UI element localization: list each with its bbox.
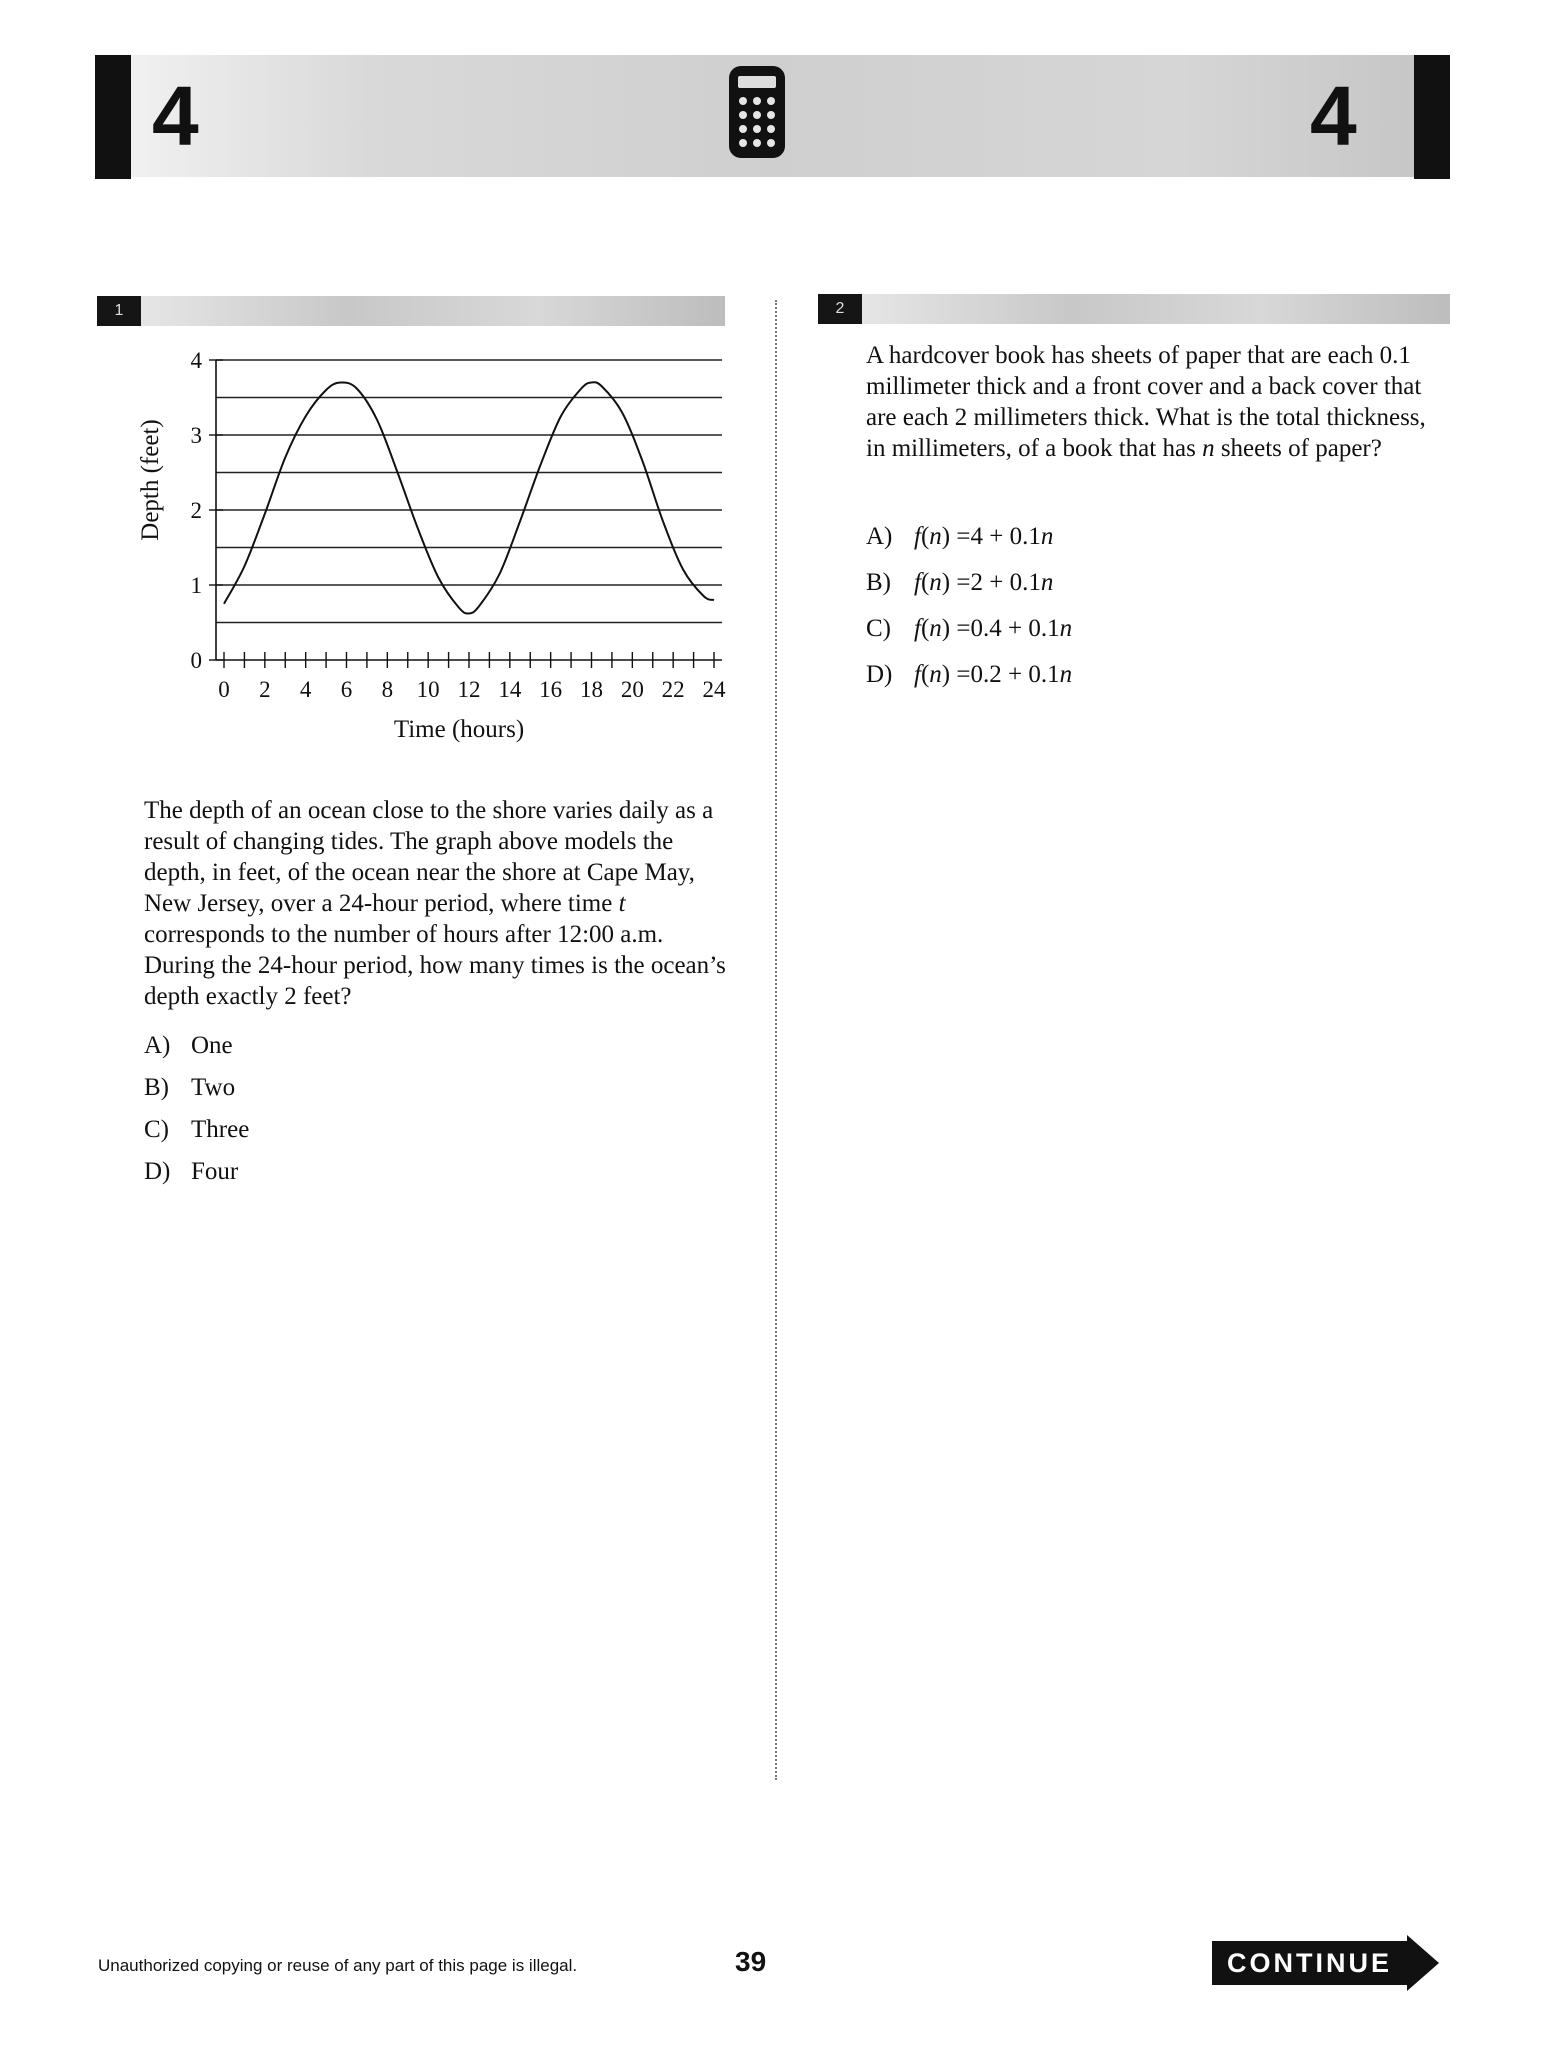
- choice-item[interactable]: [144, 1151, 249, 1193]
- q2-text-var: n: [1202, 435, 1215, 462]
- chart-x-tick-label: 16: [539, 677, 563, 702]
- continue-label: CONTINUE: [1212, 1941, 1407, 1985]
- chart-y-tick-label: 4: [190, 348, 202, 373]
- section-number-left: 4: [152, 69, 199, 163]
- chart-x-tick-label: 8: [381, 677, 394, 702]
- chart-x-tick-label: 18: [580, 677, 603, 702]
- choice-item[interactable]: [866, 606, 1072, 652]
- question-1-choices: [144, 1025, 249, 1193]
- choice-text: Two: [191, 1074, 236, 1101]
- choice-var: n: [1040, 569, 1054, 596]
- q1-text-a: The depth of an ocean close to the shore varies daily as a result of changing tides. The graph above models the depth, in feet, of the ocean near the shore at Cape May, New Jersey, over a 24-hour period, where time: [144, 797, 714, 917]
- question-1-header: [97, 296, 725, 326]
- section-marker-left: [95, 55, 131, 179]
- choice-letter: B): [144, 1074, 169, 1101]
- question-1-number: 1: [97, 296, 141, 326]
- copyright-notice: Unauthorized copying or reuse of any part of this page is illegal.: [98, 1956, 578, 1975]
- question-2-header: [818, 294, 1450, 324]
- function-name: f: [914, 661, 921, 688]
- chart-x-tick-label: 2: [259, 677, 271, 702]
- choice-letter: D): [866, 661, 893, 688]
- section-number-right: 4: [1310, 69, 1357, 163]
- choice-item[interactable]: [866, 560, 1072, 606]
- chart-x-tick-label: 24: [702, 677, 726, 702]
- tide-depth-chart: [130, 340, 730, 750]
- choice-item[interactable]: [144, 1109, 249, 1151]
- calculator-icon: [729, 66, 785, 158]
- choice-letter: D): [144, 1158, 171, 1185]
- choice-var: n: [1040, 523, 1054, 550]
- chart-x-tick-label: 12: [457, 677, 481, 702]
- choice-function: f(n) =: [914, 661, 971, 688]
- question-2-text: [866, 340, 1426, 464]
- q1-text-var: t: [618, 890, 626, 917]
- choice-item[interactable]: [144, 1025, 249, 1067]
- chart-y-tick-label: 0: [190, 648, 202, 673]
- chart-y-tick-label: 2: [190, 498, 202, 523]
- question-2-number: 2: [818, 294, 862, 324]
- chart-y-tick-label: 3: [190, 423, 202, 448]
- choice-text: Four: [191, 1158, 239, 1185]
- chart-series-line: [224, 382, 714, 613]
- choice-item[interactable]: [866, 514, 1072, 560]
- arrow-right-icon: [1407, 1935, 1439, 1991]
- chart-x-tick-label: 10: [416, 677, 440, 702]
- chart-x-tick-label: 6: [340, 677, 353, 702]
- choice-value: 4 + 0.1: [970, 523, 1041, 550]
- choice-function: f(n) =: [914, 615, 971, 642]
- question-1-text: [144, 795, 729, 1012]
- function-name: f: [914, 615, 921, 642]
- choice-text: One: [191, 1032, 233, 1059]
- choice-text: Three: [191, 1116, 250, 1143]
- chart-x-tick-label: 4: [299, 677, 312, 702]
- choice-function: f(n) =: [914, 569, 971, 596]
- choice-letter: A): [144, 1032, 171, 1059]
- function-name: f: [914, 569, 921, 596]
- chart-x-tick-label: 14: [498, 677, 522, 702]
- choice-value: 0.2 + 0.1: [970, 661, 1060, 688]
- choice-item[interactable]: [144, 1067, 249, 1109]
- chart-x-tick-label: 22: [661, 677, 685, 702]
- column-divider: [775, 300, 777, 1780]
- chart-x-tick-label: 0: [218, 677, 230, 702]
- continue-button[interactable]: [1212, 1935, 1442, 1985]
- function-name: f: [914, 523, 921, 550]
- choice-var: n: [1059, 661, 1073, 688]
- choice-item[interactable]: [866, 652, 1072, 698]
- question-2-choices: [866, 514, 1072, 698]
- q2-text-b: sheets of paper?: [1214, 435, 1382, 462]
- choice-value: 0.4 + 0.1: [970, 615, 1060, 642]
- chart-x-axis-label: Time (hours): [393, 716, 525, 743]
- chart-y-tick-label: 1: [190, 573, 202, 598]
- q2-text-a: A hardcover book has sheets of paper that are each 0.1 millimeter thick and a front cover and a back cover that are each 2 millimeters thick. What is the total thickness, in millimeters, of a book that has: [866, 342, 1426, 462]
- choice-value: 2 + 0.1: [970, 569, 1041, 596]
- chart-y-axis-label: Depth (feet): [137, 419, 164, 541]
- page-number: 39: [735, 1946, 767, 1977]
- choice-var: n: [1059, 615, 1073, 642]
- choice-letter: C): [866, 615, 891, 642]
- choice-function: f(n) =: [914, 523, 971, 550]
- choice-letter: B): [866, 569, 891, 596]
- chart-x-tick-label: 20: [620, 677, 644, 702]
- q1-text-b: corresponds to the number of hours after 12:00 a.m. During the 24-hour period, how many times is the ocean’s depth exactly 2 feet?: [144, 921, 726, 1010]
- choice-letter: C): [144, 1116, 169, 1143]
- section-marker-right: [1414, 55, 1450, 179]
- choice-letter: A): [866, 523, 893, 550]
